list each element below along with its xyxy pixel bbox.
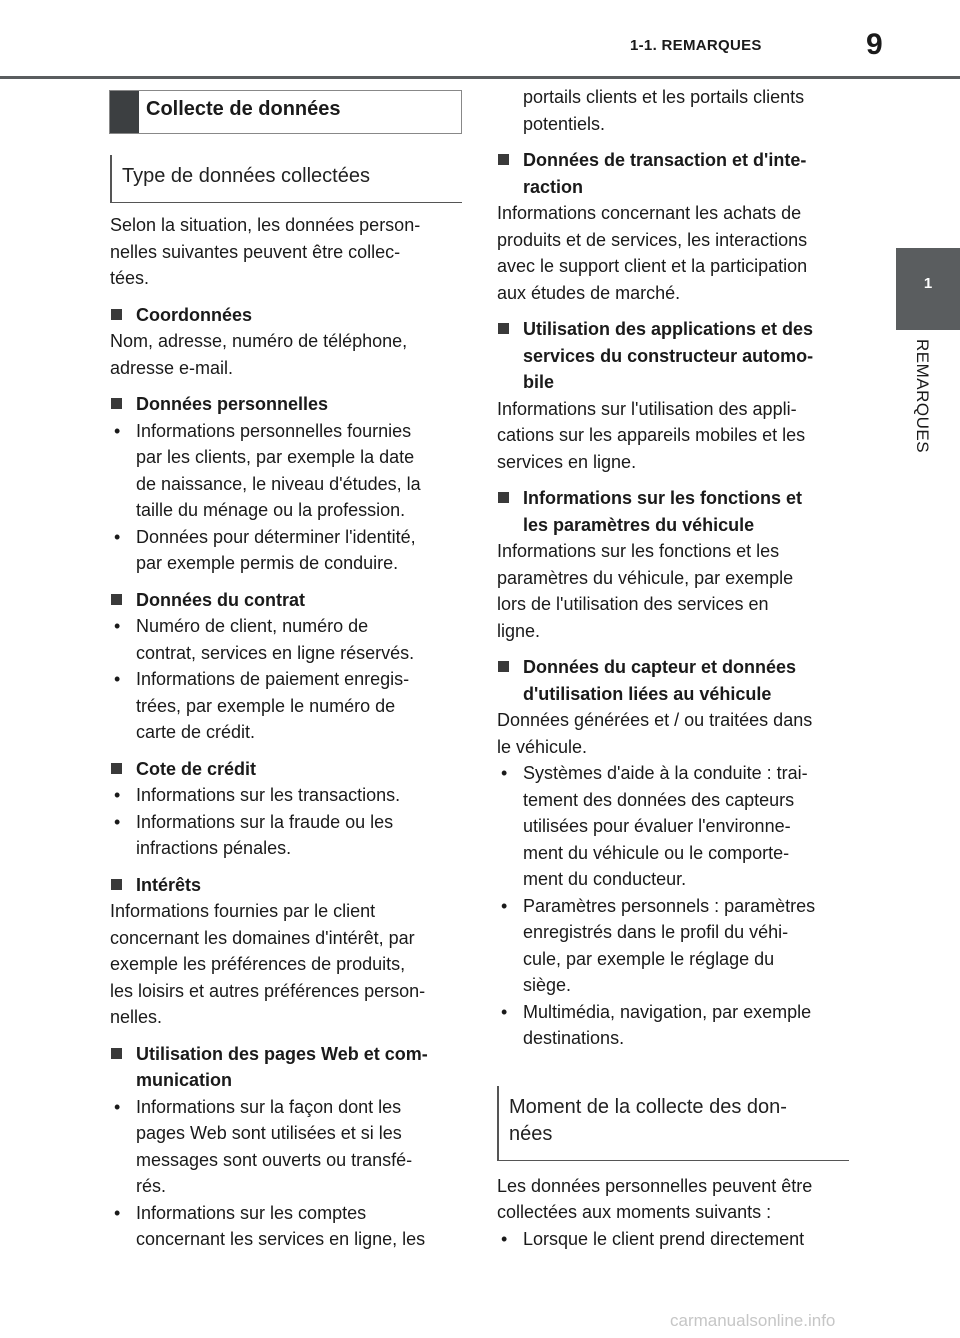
bullet-icon: • xyxy=(501,763,508,783)
bullet-icon: • xyxy=(501,895,508,916)
list-item xyxy=(110,524,462,577)
list-item xyxy=(497,760,849,893)
heading-text: raction xyxy=(523,176,584,197)
list-item-text: tement des données des capteurs xyxy=(523,789,795,810)
heading-text: les paramètres du véhicule xyxy=(523,514,755,535)
section-title-marker xyxy=(110,91,139,133)
text-line: collectées aux moments suivants : xyxy=(497,1202,772,1222)
text-line: nées xyxy=(509,1122,553,1145)
section-title: Collecte de données xyxy=(146,98,341,120)
list-item-line xyxy=(110,666,462,693)
list-item-text: ment du véhicule ou le comporte- xyxy=(523,842,790,863)
list-item xyxy=(497,893,849,999)
heading-fonctions xyxy=(497,485,849,538)
list-item-line xyxy=(110,524,462,551)
bullet-icon: • xyxy=(114,811,121,832)
list-item-text: rés. xyxy=(136,1176,167,1196)
subheading-type-donnees: Type de données collectées xyxy=(110,155,462,203)
square-bullet-icon xyxy=(498,154,509,165)
header-rule xyxy=(0,76,960,79)
list-item-line xyxy=(497,999,849,1026)
text-line: Informations sur les fonctions et les xyxy=(497,541,780,561)
heading-utilisation-web xyxy=(110,1041,462,1094)
list-item-text: par exemple permis de conduire. xyxy=(136,553,399,573)
square-bullet-icon xyxy=(111,1048,122,1059)
square-bullet-icon xyxy=(111,763,122,774)
text-line: tées. xyxy=(110,268,150,288)
heading-line xyxy=(497,369,849,396)
bullet-icon: • xyxy=(114,1096,121,1117)
list-item-text: contrat, services en ligne réservés. xyxy=(136,642,415,663)
bullet-icon: • xyxy=(114,420,121,441)
list-item-line xyxy=(110,1094,462,1121)
list-item-line xyxy=(110,613,462,640)
list-item xyxy=(497,999,849,1052)
bullet-icon: • xyxy=(114,1202,121,1223)
heading-text: Utilisation des pages Web et com- xyxy=(136,1043,428,1064)
list-item-text: Informations sur la façon dont les xyxy=(136,1096,402,1117)
text-line: potentiels. xyxy=(523,113,606,134)
text-line: concernant les domaines d'intérêt, par xyxy=(110,927,415,948)
list-item xyxy=(110,809,462,862)
chapter-tab xyxy=(896,248,960,330)
bullet-icon: • xyxy=(501,1228,508,1249)
paragraph-capteur xyxy=(497,707,849,760)
text-line: lors de l'utilisation des services en xyxy=(497,594,769,614)
list-item-text: Paramètres personnels : paramètres xyxy=(523,895,816,916)
square-bullet-icon xyxy=(498,323,509,334)
heading-donnees-contrat: Données du contrat xyxy=(110,587,462,614)
page-number: 9 xyxy=(866,28,883,61)
list-item-text: Informations sur la fraude ou les xyxy=(136,811,394,832)
heading-text: Utilisation des applications et des xyxy=(523,319,814,339)
list-item-text: messages sont ouverts ou transfé- xyxy=(136,1149,413,1170)
paragraph-transaction xyxy=(497,200,849,306)
heading-applications xyxy=(497,316,849,396)
list-item-text: taille du ménage ou la profession. xyxy=(136,500,406,520)
text-line: Selon la situation, les données person- xyxy=(110,215,421,235)
list-item-line xyxy=(497,1226,849,1253)
bullet-icon: • xyxy=(114,526,121,547)
text-line: Les données personnelles peuvent être xyxy=(497,1175,813,1196)
paragraph-moment xyxy=(497,1173,849,1226)
list-item xyxy=(110,418,462,524)
intro-paragraph xyxy=(110,212,462,292)
list-item-text: enregistrés dans le profil du véhi- xyxy=(523,922,789,942)
square-bullet-icon xyxy=(111,309,122,320)
list-item-text: Informations sur les transactions. xyxy=(136,785,401,805)
list-item xyxy=(110,613,462,666)
list-item-line xyxy=(110,809,462,836)
list-item-text: Lorsque le client prend directement xyxy=(523,1228,805,1249)
list-item xyxy=(110,1094,462,1200)
section-title-box xyxy=(109,90,462,134)
text-line: aux études de marché. xyxy=(497,282,681,303)
text-line: nelles suivantes peuvent être collec- xyxy=(110,241,401,262)
heading-text: Données du capteur et données xyxy=(523,657,797,677)
text-line: avec le support client et la participation xyxy=(497,256,808,276)
heading-line xyxy=(497,174,849,201)
paragraph-applications xyxy=(497,396,849,476)
paragraph-fonctions xyxy=(497,538,849,644)
text-line: les loisirs et autres préférences person- xyxy=(110,980,426,1001)
paragraph-interets xyxy=(110,898,462,1031)
list-item-text: carte de crédit. xyxy=(136,722,256,742)
heading-text: d'utilisation liées au véhicule xyxy=(523,683,772,704)
list-item-text: concernant les services en ligne, les xyxy=(136,1229,426,1249)
list-item-line xyxy=(110,1200,462,1227)
square-bullet-icon xyxy=(498,661,509,672)
heading-line xyxy=(497,654,849,681)
text-line: Informations concernant les achats de xyxy=(497,203,802,223)
list-item-line xyxy=(110,782,462,809)
text-line: Nom, adresse, numéro de téléphone, xyxy=(110,331,408,351)
chapter-label: REMARQUES xyxy=(913,339,932,454)
heading-line xyxy=(497,343,849,370)
bullet-icon: • xyxy=(114,785,121,805)
list-item-text: cule, par exemple le réglage du xyxy=(523,948,775,969)
heading-line xyxy=(497,512,849,539)
text-line: Informations fournies par le client xyxy=(110,901,376,921)
paragraph-coordonnees xyxy=(110,328,462,381)
square-bullet-icon xyxy=(111,594,122,605)
running-header-section: 1-1. REMARQUES xyxy=(630,37,762,54)
heading-line xyxy=(497,316,849,343)
right-column xyxy=(497,84,849,1252)
list-item-text: Multimédia, navigation, par exemple xyxy=(523,1001,812,1022)
list-item xyxy=(110,666,462,746)
list-item-text: Données pour déterminer l'identité, xyxy=(136,526,416,547)
text-line: Informations sur l'utilisation des appli- xyxy=(497,398,797,419)
text-line: exemple les préférences de produits, xyxy=(110,954,406,974)
text-line: portails clients et les portails clients xyxy=(523,87,805,107)
list-item-text: Informations de paiement enregis- xyxy=(136,669,410,689)
list-item-text: Systèmes d'aide à la conduite : trai- xyxy=(523,763,808,783)
square-bullet-icon xyxy=(498,492,509,503)
heading-interets: Intérêts xyxy=(110,872,462,899)
list-item-line xyxy=(497,760,849,787)
list-item-text: infractions pénales. xyxy=(136,838,292,858)
heading-text: munication xyxy=(136,1070,233,1090)
subheading-moment xyxy=(497,1086,849,1161)
list-item-text: Informations sur les comptes xyxy=(136,1202,367,1223)
list-item-text: de naissance, le niveau d'études, la xyxy=(136,473,421,494)
heading-cote-credit: Cote de crédit xyxy=(110,756,462,783)
watermark: carmanualsonline.info xyxy=(670,1311,836,1330)
chapter-number: 1 xyxy=(923,275,933,292)
text-line: adresse e-mail. xyxy=(110,357,234,378)
heading-line xyxy=(110,1067,462,1094)
bullet-icon: • xyxy=(501,1001,508,1022)
list-item-line xyxy=(497,893,849,920)
heading-text: bile xyxy=(523,372,555,392)
heading-capteur xyxy=(497,654,849,707)
list-item xyxy=(110,1200,462,1253)
list-item-text: utilisées pour évaluer l'environne- xyxy=(523,816,791,836)
heading-transaction xyxy=(497,147,849,200)
square-bullet-icon xyxy=(111,879,122,890)
list-item-text: siège. xyxy=(523,975,572,995)
text-line: le véhicule. xyxy=(497,736,588,757)
list-item xyxy=(497,1226,849,1253)
list-item-text: Numéro de client, numéro de xyxy=(136,616,369,636)
heading-donnees-personnelles: Données personnelles xyxy=(110,391,462,418)
heading-line xyxy=(497,485,849,512)
text-line: nelles. xyxy=(110,1007,163,1027)
list-item-text: destinations. xyxy=(523,1028,625,1048)
heading-text: Informations sur les fonctions et xyxy=(523,488,803,508)
heading-coordonnees: Coordonnées xyxy=(110,302,462,329)
text-line: ligne. xyxy=(497,620,541,641)
text-line: produits et de services, les interactions xyxy=(497,229,808,250)
list-item-text: ment du conducteur. xyxy=(523,869,687,889)
list-item-text: Informations personnelles fournies xyxy=(136,420,412,441)
list-item-text: par les clients, par exemple la date xyxy=(136,447,415,467)
heading-text: Données de transaction et d'inte- xyxy=(523,150,807,170)
left-column xyxy=(110,90,462,1253)
list-item-line xyxy=(110,418,462,445)
text-line: Données générées et / ou traitées dans xyxy=(497,710,813,730)
list-item-text: pages Web sont utilisées et si les xyxy=(136,1123,402,1143)
text-line: paramètres du véhicule, par exemple xyxy=(497,567,794,588)
square-bullet-icon xyxy=(111,398,122,409)
list-item-text: trées, par exemple le numéro de xyxy=(136,695,396,716)
list-item xyxy=(110,782,462,809)
list-item-continuation xyxy=(497,84,849,137)
bullet-icon: • xyxy=(114,669,121,689)
text-line: services en ligne. xyxy=(497,451,637,472)
heading-line xyxy=(110,1041,462,1068)
bullet-icon: • xyxy=(114,616,121,636)
heading-text: services du constructeur automo- xyxy=(523,345,814,366)
text-line: Moment de la collecte des don- xyxy=(509,1095,787,1118)
heading-line xyxy=(497,681,849,708)
text-line: cations sur les appareils mobiles et les xyxy=(497,425,806,445)
heading-line xyxy=(497,147,849,174)
